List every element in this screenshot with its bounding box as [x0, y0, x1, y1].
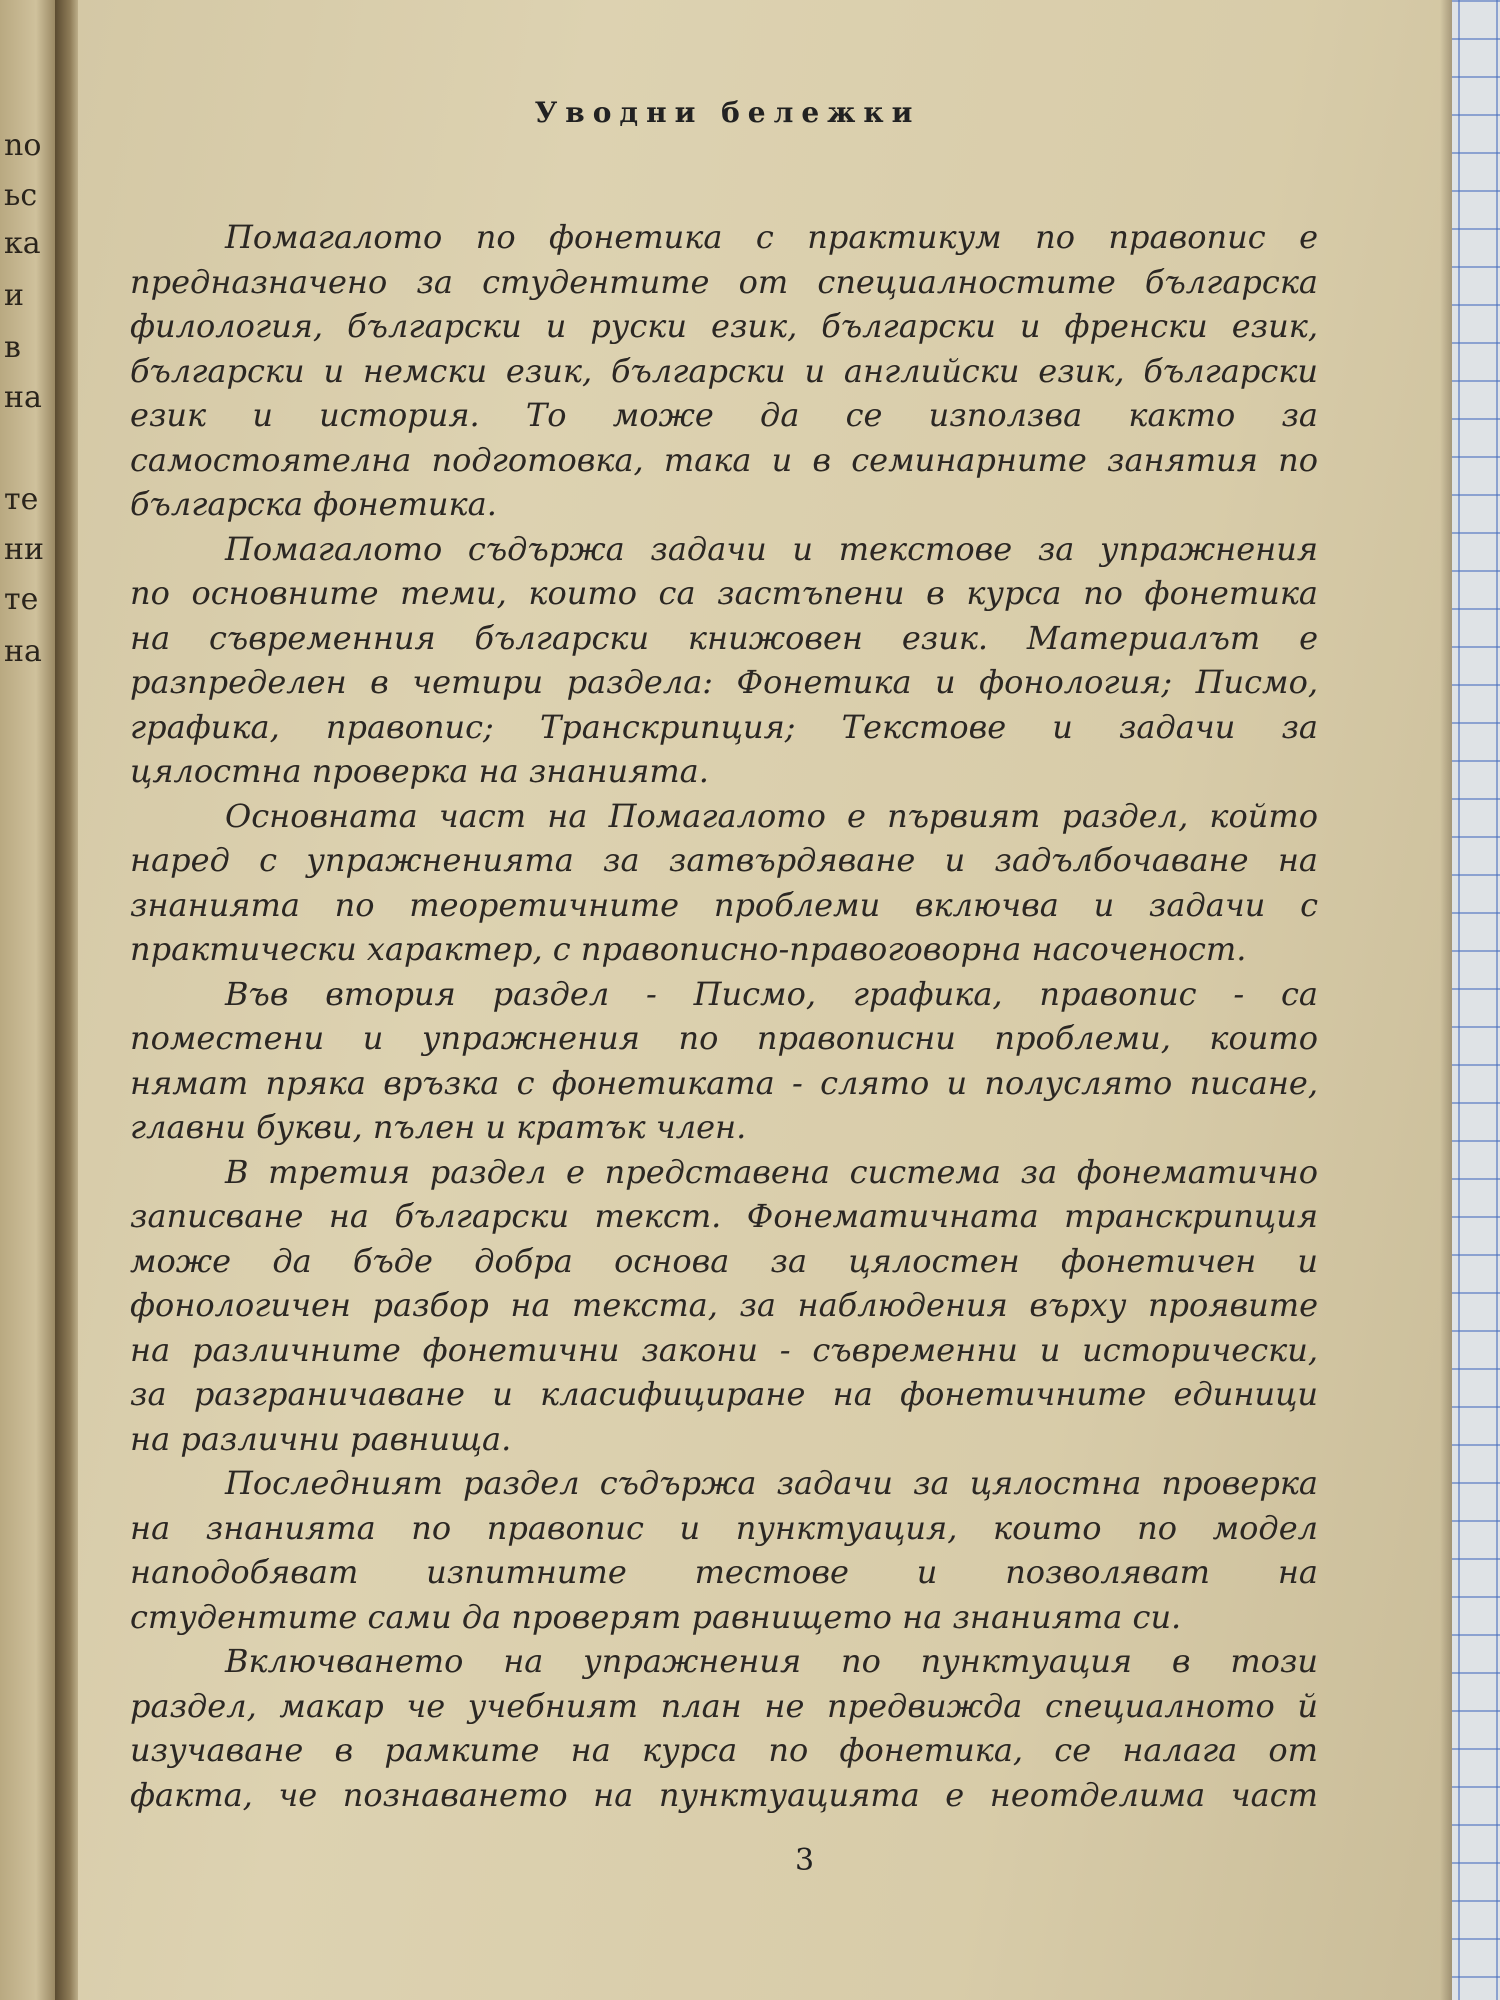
text-line: език и история. То може да се използва както за — [130, 396, 1318, 434]
text-line: Помагалото по фонетика с практикум по правопис е — [225, 218, 1318, 256]
previous-page-fragment: в — [4, 330, 21, 365]
text-line: филология, български и руски език, български и френски език, — [130, 307, 1318, 345]
text-line: Във втория раздел - Писмо, графика, правопис - са — [225, 974, 1318, 1013]
text-line: Последният раздел съдържа задачи за цялостна проверка — [225, 1464, 1318, 1502]
text-line: на знанията по правопис и пунктуация, които по модел — [130, 1508, 1318, 1547]
previous-page-fragment: и — [4, 278, 24, 313]
text-line: българска фонетика. — [130, 485, 497, 523]
body-text — [130, 215, 1318, 1817]
text-line: може да бъде добра основа за цялостен фонетичен и — [130, 1241, 1318, 1280]
text-line: за разграничаване и класифициране на фонетичните единици — [130, 1375, 1318, 1413]
book-gutter — [55, 0, 80, 2000]
text-line: фонологичен разбор на текста, за наблюдения върху проявите — [130, 1286, 1318, 1324]
previous-page-fragment: ка — [4, 226, 41, 261]
text-line: поместени и упражнения по правописни проблеми, които — [130, 1019, 1318, 1057]
text-line: цялостна проверка на знанията. — [130, 752, 709, 790]
page-title: Уводни бележки — [534, 96, 921, 129]
text-line: студентите сами да проверят равнището на знанията си. — [130, 1597, 1182, 1636]
text-line: наподобяват изпитните тестове и позволяват на — [130, 1553, 1318, 1591]
text-line: записване на български текст. Фонематичната транскрипция — [130, 1197, 1318, 1235]
previous-page-fragment: ни — [4, 532, 44, 567]
page-number: 3 — [795, 1843, 815, 1878]
text-line: на различните фонетични закони - съвременни и исторически, — [130, 1330, 1318, 1369]
previous-page-fragment: те — [4, 482, 39, 517]
text-line: Помагалото съдържа задачи и текстове за упражнения — [225, 529, 1318, 568]
grid-paper-background — [1452, 0, 1500, 2000]
text-line: разпределен в четири раздела: Фонетика и фонология; Писмо, — [130, 663, 1318, 701]
previous-page-fragment: на — [4, 634, 42, 669]
previous-page-fragment: те — [4, 582, 39, 617]
text-line: Включването на упражнения по пунктуация в този — [225, 1642, 1318, 1680]
text-line: самостоятелна подготовка, така и в семинарните занятия по — [130, 440, 1318, 479]
text-line: на съвременния български книжовен език. Материалът е — [130, 618, 1318, 657]
text-line: български и немски език, български и английски език, български — [130, 351, 1318, 390]
previous-page-fragment: на — [4, 380, 42, 415]
previous-page-fragment: ьс — [4, 178, 38, 213]
text-line: раздел, макар че учебният план не предвижда специалното й — [130, 1686, 1318, 1725]
text-line: изучаване в рамките на курса по фонетика, се налага от — [130, 1731, 1318, 1769]
text-line: на различни равнища. — [130, 1419, 512, 1458]
text-line: знанията по теоретичните проблеми включва и задачи с — [130, 885, 1318, 924]
text-line: графика, правопис; Транскрипция; Текстове и задачи за — [130, 707, 1318, 746]
text-line: Основната част на Помагалото е първият раздел, който — [225, 796, 1318, 835]
text-line: по основните теми, които са застъпени в курса по фонетика — [130, 574, 1318, 612]
text-line: главни букви, пълен и кратък член. — [130, 1108, 747, 1146]
previous-page-fragment: no — [4, 128, 42, 163]
text-line: нямат пряка връзка с фонетиката - слято и полуслято писане, — [130, 1063, 1318, 1102]
text-line: В третия раздел е представена система за фонематично — [225, 1152, 1318, 1191]
text-line: предназначено за студентите от специалностите българска — [130, 262, 1318, 301]
previous-page-edge — [0, 0, 60, 2000]
text-line: наред с упражненията за затвърдяване и задълбочаване на — [130, 841, 1318, 879]
text-line: факта, че познаването на пунктуацията е неотделима част — [130, 1775, 1318, 1814]
text-line: практически характер, с правописно-правоговорна насоченост. — [130, 930, 1247, 968]
